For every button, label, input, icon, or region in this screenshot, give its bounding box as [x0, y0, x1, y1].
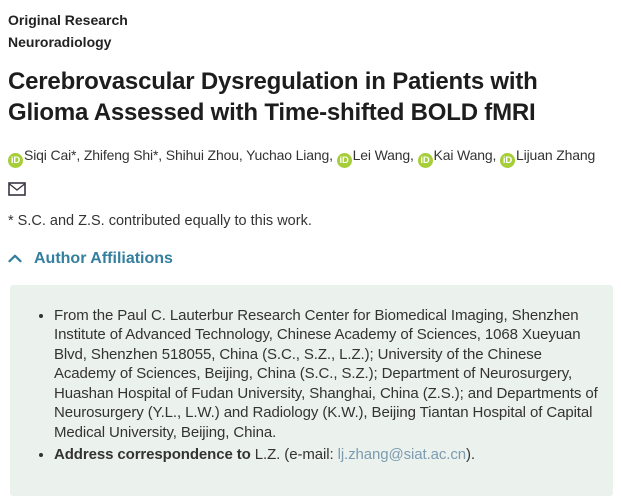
affiliations-panel: [10, 285, 613, 496]
orcid-icon[interactable]: iD: [8, 153, 23, 168]
affiliation-text: From the Paul C. Lauterbur Research Center for Biomedical Imaging, Shenzhen Institute of Advanced Technology, Chinese Academy of Sciences, 1068 Xueyuan Blvd, Shenzhen 518055, China (S.C., S.Z., L.Z.); University of the Chinese Academy of Sciences, Beijing, China (S.C., S.Z.); Department of Neurosurgery, Huashan Hospital of Fudan University, Shanghai, China (Z.S.); and Departments of Neurosurgery (Y.L., L.W.) and Radiology (K.W.), Beijing Tiantan Hospital of Capital Medical University, Beijing, China.: [54, 306, 598, 441]
author-name: Shihui Zhou,: [165, 147, 247, 163]
orcid-icon[interactable]: iD: [500, 153, 515, 168]
author-name: Siqi Cai*,: [24, 147, 84, 163]
correspondence-mail-button[interactable]: [8, 182, 613, 198]
author-affiliations-label: Author Affiliations: [34, 249, 173, 267]
article-section: Neuroradiology: [8, 34, 112, 50]
author-list: [8, 145, 613, 168]
affiliation-item: [54, 306, 603, 443]
author-name: Kai Wang,: [433, 147, 500, 163]
author-name: Lei Wang,: [352, 147, 418, 163]
envelope-icon: [8, 182, 26, 196]
contributed-note: * S.C. and Z.S. contributed equally to this work.: [8, 212, 312, 229]
orcid-icon[interactable]: iD: [418, 153, 433, 168]
page-title: Cerebrovascular Dysregulation in Patients with Glioma Assessed with Time-shifted BOLD fMRI: [8, 68, 538, 126]
correspondence-post-email: ).: [466, 446, 475, 463]
author-name: Yuchao Liang,: [246, 147, 337, 163]
article-type: Original Research: [8, 12, 128, 28]
author-name: Zhifeng Shi*,: [83, 147, 166, 163]
author-affiliations-toggle[interactable]: [8, 250, 173, 268]
correspondence-item: [54, 445, 603, 465]
chevron-up-icon: [8, 254, 22, 263]
correspondence-lead: Address correspondence to: [54, 446, 251, 463]
orcid-icon[interactable]: iD: [337, 153, 352, 168]
author-name: Lijuan Zhang: [516, 147, 596, 163]
email-link[interactable]: lj.zhang@siat.ac.cn: [337, 446, 466, 463]
correspondence-pre-email: L.Z. (e-mail:: [250, 446, 338, 463]
